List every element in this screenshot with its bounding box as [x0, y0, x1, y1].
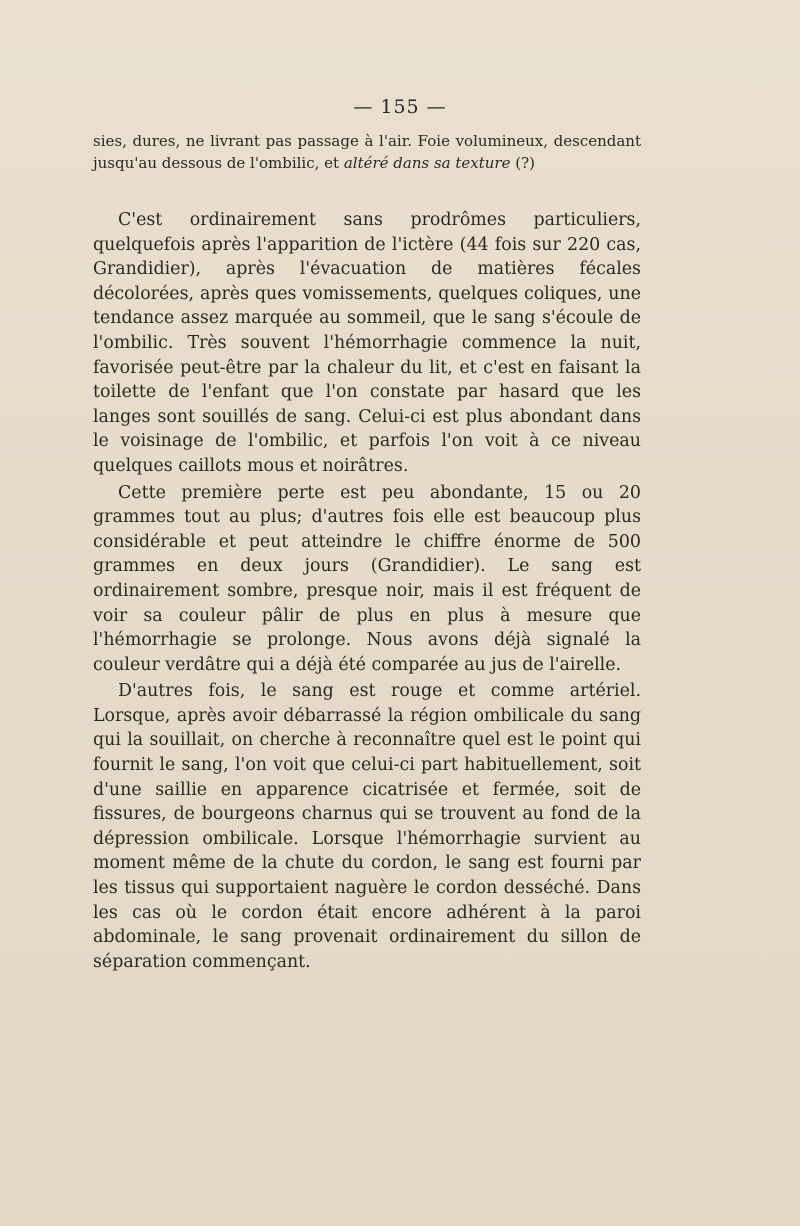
continuation-italic: altéré dans sa texture: [343, 154, 511, 172]
continuation-paragraph: [93, 130, 641, 174]
paragraph-2: Cette première perte est peu abondante, 15 ou 20 grammes tout au plus; d'autres fois elle est beaucoup plus considérable et peut atteindre le chiffre énorme de 500 grammes en deux jours (Grandidier). Le sang est ordinairement sombre, presque noir, mais il est fréquent de voir sa couleur pâlir de plus en plus à mesure que l'hémorrhagie se prolonge. Nous avons déjà signalé la couleur verdâtre qui a déjà été comparée au jus de l'airelle.: [93, 482, 641, 675]
main-text: [93, 208, 641, 974]
paragraph-1: C'est ordinairement sans prodrômes particuliers, quelquefois après l'apparition de l'ictère (44 fois sur 220 cas, Grandidier), après l'évacuation de matières fécales décolorées, après ques vomissements, quelques coliques, une tendance assez marquée au sommeil, que le sang s'écoule de l'ombilic. Très souvent l'hémorrhagie commence la nuit, favorisée peut-être par la chaleur du lit, et c'est en faisant la toilette de l'enfant que l'on constate par hasard que les langes sont souillés de sang. Celui-ci est plus abondant dans le voisinage de l'ombilic, et parfois l'on voit à ce niveau quelques caillots mous et noirâtres.: [93, 210, 641, 476]
page-number: — 155 —: [353, 96, 447, 118]
paragraph-3: D'autres fois, le sang est rouge et comme artériel. Lorsque, après avoir débarrassé la région ombilicale du sang qui la souillait, on cherche à reconnaître quel est le point qui fournit le sang, l'on voit que celui-ci part habituellement, soit d'une saillie en apparence cicatrisée et fermée, soit de fissures, de bourgeons charnus qui se trouvent au fond de la dépression ombilicale. Lorsque l'hémorrhagie survient au moment même de la chute du cordon, le sang est fourni par les tissus qui supportaient naguère le cordon desséché. Dans les cas où le cordon était encore adhérent à la paroi abdominale, le sang provenait ordinairement du sillon de séparation commençant.: [93, 681, 641, 972]
continuation-after: (?): [510, 154, 535, 172]
continuation-text: [93, 130, 641, 174]
continuation-before: sies, dures, ne livrant pas passage à l'air. Foie volumineux, descendant jusqu'au dessous de l'ombilic, et: [93, 132, 641, 172]
